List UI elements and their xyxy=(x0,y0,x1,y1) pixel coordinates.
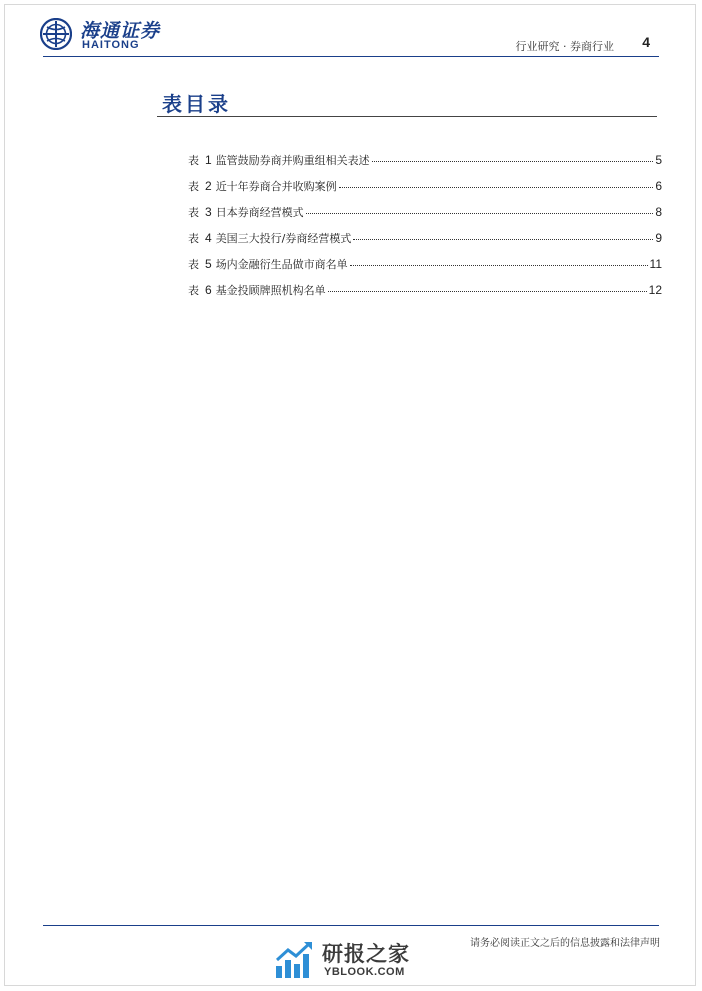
toc-item-leader xyxy=(328,291,647,292)
logo-english-name: HAITONG xyxy=(82,39,140,51)
toc-item-leader xyxy=(372,161,654,162)
toc-item-3[interactable] xyxy=(188,204,662,230)
haitong-logo xyxy=(40,12,200,54)
watermark-chinese: 研报之家 xyxy=(322,942,410,966)
toc-title-divider xyxy=(157,116,657,117)
toc-item-number: 5 xyxy=(205,257,212,271)
toc-item-title: 基金投顾牌照机构名单 xyxy=(215,284,326,297)
toc-item-leader xyxy=(353,239,653,240)
toc-item-1[interactable] xyxy=(188,152,662,178)
header-section-label: 行业研究 · 券商行业 xyxy=(515,40,614,53)
toc-item-number: 6 xyxy=(205,283,212,297)
header-divider xyxy=(43,56,659,57)
header-page-number: 4 xyxy=(642,34,650,50)
toc-item-prefix: 表 xyxy=(188,154,199,167)
toc-item-title: 日本券商经营模式 xyxy=(215,206,304,219)
toc-title: 表目录 xyxy=(162,92,231,116)
watermark-english: YBLOOK.COM xyxy=(324,966,405,978)
toc-item-number: 4 xyxy=(205,231,212,245)
toc-item-page: 5 xyxy=(655,153,662,167)
footer-divider xyxy=(43,925,659,926)
toc-item-5[interactable] xyxy=(188,256,662,282)
toc-item-prefix: 表 xyxy=(188,258,199,271)
toc-item-prefix: 表 xyxy=(188,206,199,219)
toc-item-title: 近十年券商合并收购案例 xyxy=(215,180,337,193)
toc-item-prefix: 表 xyxy=(188,180,199,193)
toc-item-number: 1 xyxy=(205,153,212,167)
toc-item-prefix: 表 xyxy=(188,232,199,245)
toc-item-4[interactable] xyxy=(188,230,662,256)
toc-item-6[interactable] xyxy=(188,282,662,308)
bar-chart-icon xyxy=(274,940,314,980)
toc-item-title: 美国三大投行/券商经营模式 xyxy=(215,232,352,245)
haitong-logo-icon xyxy=(40,18,72,50)
logo-chinese-name: 海通证券 xyxy=(80,20,161,42)
toc-item-leader xyxy=(306,213,654,214)
toc-list xyxy=(188,152,662,308)
toc-item-page: 8 xyxy=(655,205,662,219)
toc-item-page: 6 xyxy=(655,179,662,193)
toc-item-page: 9 xyxy=(655,231,662,245)
toc-item-title: 场内金融衍生品做市商名单 xyxy=(215,258,348,271)
toc-item-leader xyxy=(339,187,654,188)
toc-item-leader xyxy=(350,265,648,266)
toc-item-page: 11 xyxy=(649,257,662,271)
toc-item-title: 监管鼓励券商并购重组相关表述 xyxy=(215,154,370,167)
toc-item-number: 2 xyxy=(205,179,212,193)
toc-item-page: 12 xyxy=(648,283,662,297)
toc-item-2[interactable] xyxy=(188,178,662,204)
footer-disclaimer: 请务必阅读正文之后的信息披露和法律声明 xyxy=(470,938,660,949)
toc-item-number: 3 xyxy=(205,205,212,219)
toc-item-prefix: 表 xyxy=(188,284,199,297)
